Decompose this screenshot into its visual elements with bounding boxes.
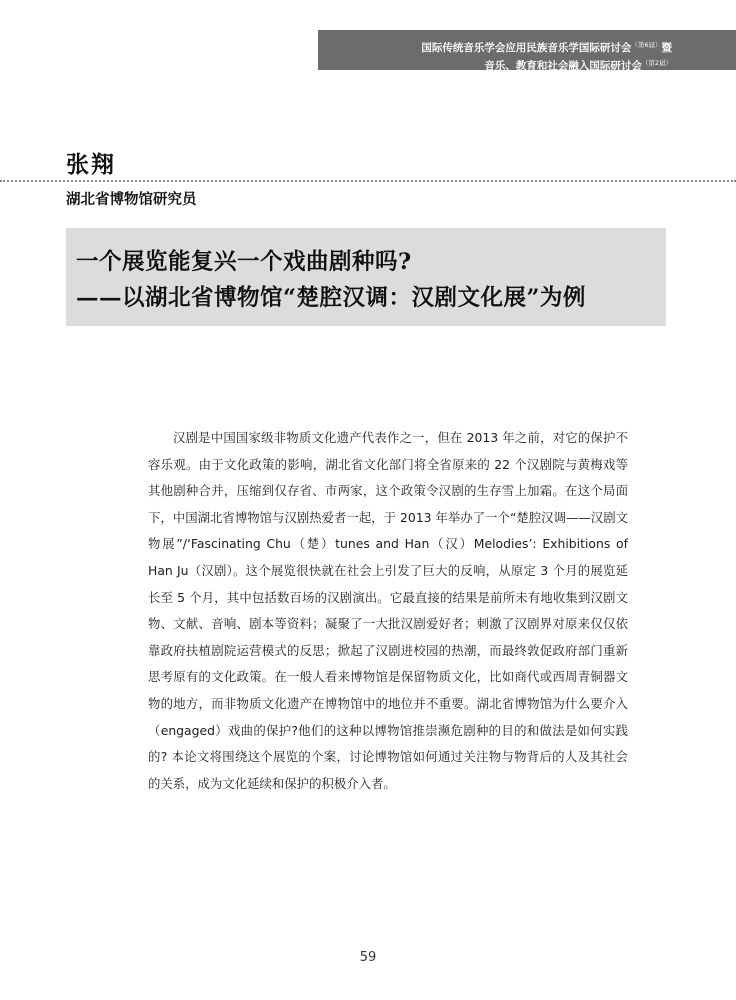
- paper-title: 一个展览能复兴一个戏曲剧种吗?: [76, 249, 412, 275]
- conference-edition-2: （第2届）: [641, 59, 672, 67]
- dotted-divider: [0, 180, 736, 182]
- author-name: 张翔: [66, 151, 116, 178]
- author-affiliation: 湖北省博物馆研究员: [66, 191, 197, 208]
- paper-title-box: [66, 228, 666, 326]
- conference-name-1: 国际传统音乐学会应用民族音乐学国际研讨会: [421, 42, 632, 54]
- conference-conjunction: 暨: [661, 42, 672, 54]
- conference-header-line-1: [318, 38, 672, 56]
- page-number: 59: [359, 950, 377, 965]
- abstract-paragraph: 汉剧是中国国家级非物质文化遗产代表作之一，但在 2013 年之前，对它的保护不容乐观。由于文化政策的影响，湖北省文化部门将全省原来的 22 个汉剧院与黄梅戏等其他剧种合并，压缩到仅存省、市两家，这个政策令汉剧的生存雪上加霜。在这个局面下，中国湖北省博物馆与汉剧热爱者一起，于 2013 年举办了一个“楚腔汉调——汉剧文物展”/‘Fascinating Chu（楚）tunes and Han（汉）Melodies’: Exhibitions of Han Ju（汉剧）。这个展览很快就在社会上引发了巨大的反响，从原定 3 个月的展览延长至 5 个月，其中包括数百场的汉剧演出。它最直接的结果是前所未有地收集到汉剧文物、文献、音响、剧本等资料；凝聚了一大批汉剧爱好者；刺激了汉剧界对原来仅仅依靠政府扶植剧院运营模式的反思；掀起了汉剧进校园的热潮，而最终敦促政府部门重新思考原有的文化政策。在一般人看来博物馆是保留物质文化，比如商代或西周青铜器文物的地方，而非物质文化遗产在博物馆中的地位并不重要。湖北省博物馆为什么要介入（engaged）戏曲的保护?他们的这种以博物馆推崇濒危剧种的目的和做法是如何实践的? 本论文将围绕这个展览的个案，讨论博物馆如何通过关注物与物背后的人及其社会的关系，成为文化延续和保护的积极介入者。: [148, 430, 628, 791]
- conference-header: [318, 30, 736, 70]
- conference-header-line-2: [318, 56, 672, 74]
- conference-edition-1: （第6届）: [631, 41, 662, 49]
- conference-name-2: 音乐、教育和社会融入国际研讨会: [484, 60, 642, 72]
- paper-subtitle: ——以湖北省博物馆“楚腔汉调：汉剧文化展”为例: [76, 285, 586, 311]
